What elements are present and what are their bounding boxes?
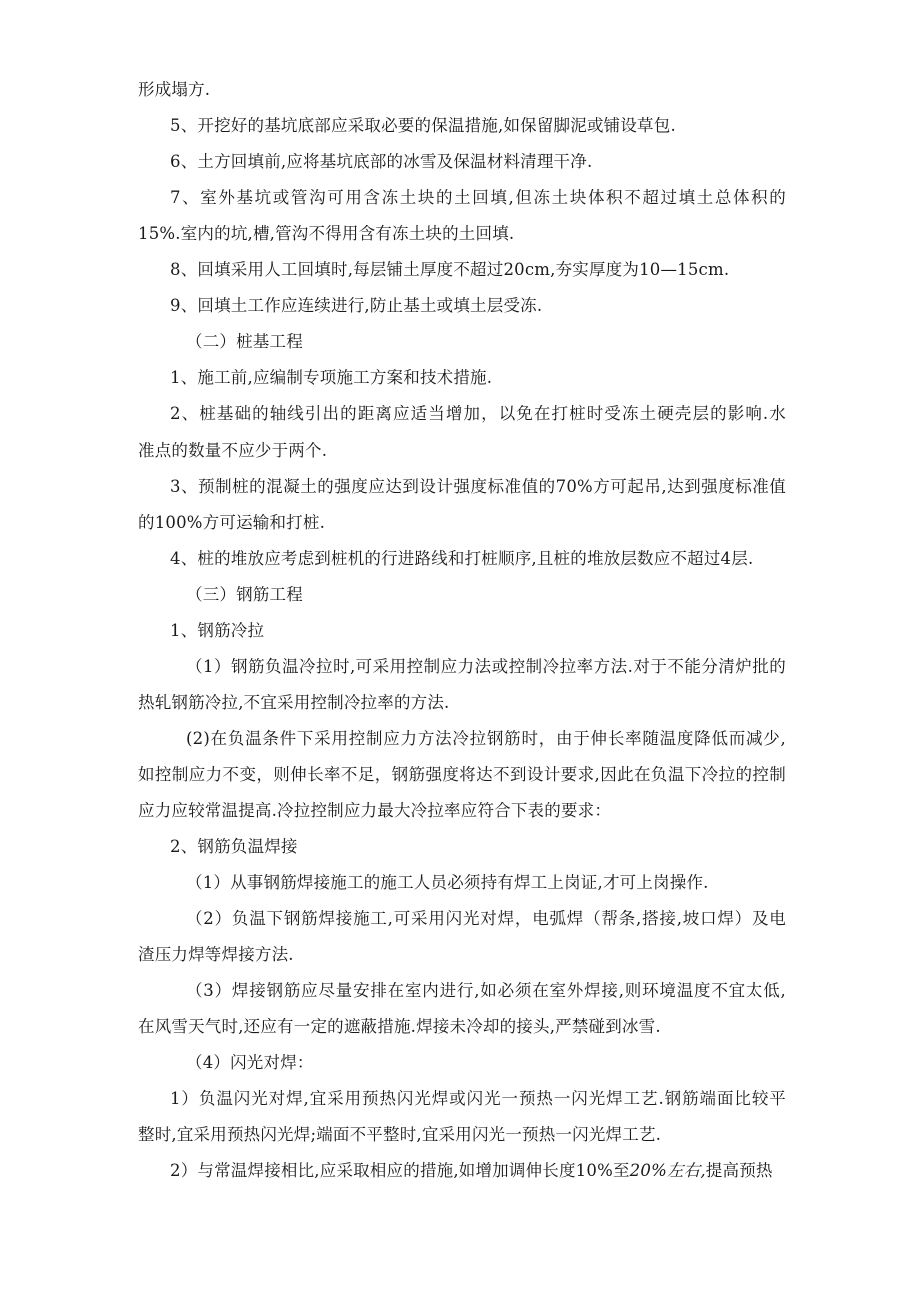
text-line: 9、回填土工作应连续进行,防止基土或填土层受冻. bbox=[170, 296, 543, 315]
text-line: 1、施工前,应编制专项施工方案和技术措施. bbox=[170, 368, 493, 387]
text-line: 如控制应力不变，则伸长率不足，钢筋强度将达不到设计要求,因此在负温下冷拉的控制 bbox=[138, 765, 786, 784]
italic-text-segment: 20%左右, bbox=[629, 1161, 706, 1180]
text-line: 15%.室内的坑,槽,管沟不得用含有冻土块的土回填. bbox=[138, 224, 515, 243]
text-line: 应力应较常温提高.冷拉控制应力最大冷拉率应符合下表的要求： bbox=[138, 801, 612, 820]
subsection-heading: （4）闪光对焊： bbox=[186, 1053, 314, 1072]
text-line: 8、回填采用人工回填时,每层铺土厚度不超过20cm,夯实厚度为10—15cm. bbox=[170, 260, 730, 279]
text-line: 6、土方回填前,应将基坑底部的冰雪及保温材料清理干净. bbox=[170, 152, 593, 171]
subsection-heading: 1、钢筋冷拉 bbox=[170, 621, 265, 640]
text-line: 渣压力焊等焊接方法. bbox=[138, 945, 294, 964]
text-line: 7、室外基坑或管沟可用含冻土块的土回填,但冻土块体积不超过填土总体积的 bbox=[170, 188, 786, 207]
text-line: (2)在负温条件下采用控制应力方法冷拉钢筋时，由于伸长率随温度降低而减少, bbox=[186, 729, 786, 748]
text-line: 在风雪天气时,还应有一定的遮蔽措施.焊接未冷却的接头,严禁碰到冰雪. bbox=[138, 1017, 661, 1036]
text-line: 5、开挖好的基坑底部应采取必要的保温措施,如保留脚泥或铺设草包. bbox=[170, 116, 676, 135]
text-line: （3）焊接钢筋应尽量安排在室内进行,如必须在室外焊接,则环境温度不宜太低, bbox=[186, 981, 786, 1000]
text-line: （1）从事钢筋焊接施工的施工人员必须持有焊工上岗证,才可上岗操作. bbox=[186, 873, 709, 892]
text-line: 热轧钢筋冷拉,不宜采用控制冷拉率的方法. bbox=[138, 693, 450, 712]
section-heading: （二）桩基工程 bbox=[186, 332, 303, 351]
text-line: 3、预制桩的混凝土的强度应达到设计强度标准值的70%方可起吊,达到强度标准值 bbox=[170, 477, 786, 496]
text-line: 形成塌方. bbox=[138, 80, 211, 99]
text-line: 准点的数量不应少于两个. bbox=[138, 441, 328, 460]
text-line: 的100%方可运输和打桩. bbox=[138, 513, 326, 532]
subsection-heading: 2、钢筋负温焊接 bbox=[170, 837, 298, 856]
text-line: 4、桩的堆放应考虑到桩机的行进路线和打桩顺序,且桩的堆放层数应不超过4层. bbox=[170, 549, 754, 568]
text-line bbox=[0, 1161, 920, 1181]
section-heading: （三）钢筋工程 bbox=[186, 585, 303, 604]
text-line: （1）钢筋负温冷拉时,可采用控制应力法或控制冷拉率方法.对于不能分清炉批的 bbox=[186, 657, 786, 676]
text-line: （2）负温下钢筋焊接施工,可采用闪光对焊，电弧焊（帮条,搭接,坡口焊）及电 bbox=[186, 909, 786, 928]
text-segment: 2）与常温焊接相比,应采取相应的措施,如增加调伸长度10%至 bbox=[170, 1161, 630, 1180]
text-line: 2、桩基础的轴线引出的距离应适当增加，以免在打桩时受冻土硬壳层的影响.水 bbox=[170, 404, 786, 423]
text-segment: 提高预热 bbox=[705, 1161, 773, 1180]
text-line: 1）负温闪光对焊,宜采用预热闪光焊或闪光一预热一闪光焊工艺.钢筋端面比较平 bbox=[170, 1089, 786, 1108]
text-line: 整时,宜采用预热闪光焊;端面不平整时,宜采用闪光一预热一闪光焊工艺. bbox=[138, 1125, 662, 1144]
